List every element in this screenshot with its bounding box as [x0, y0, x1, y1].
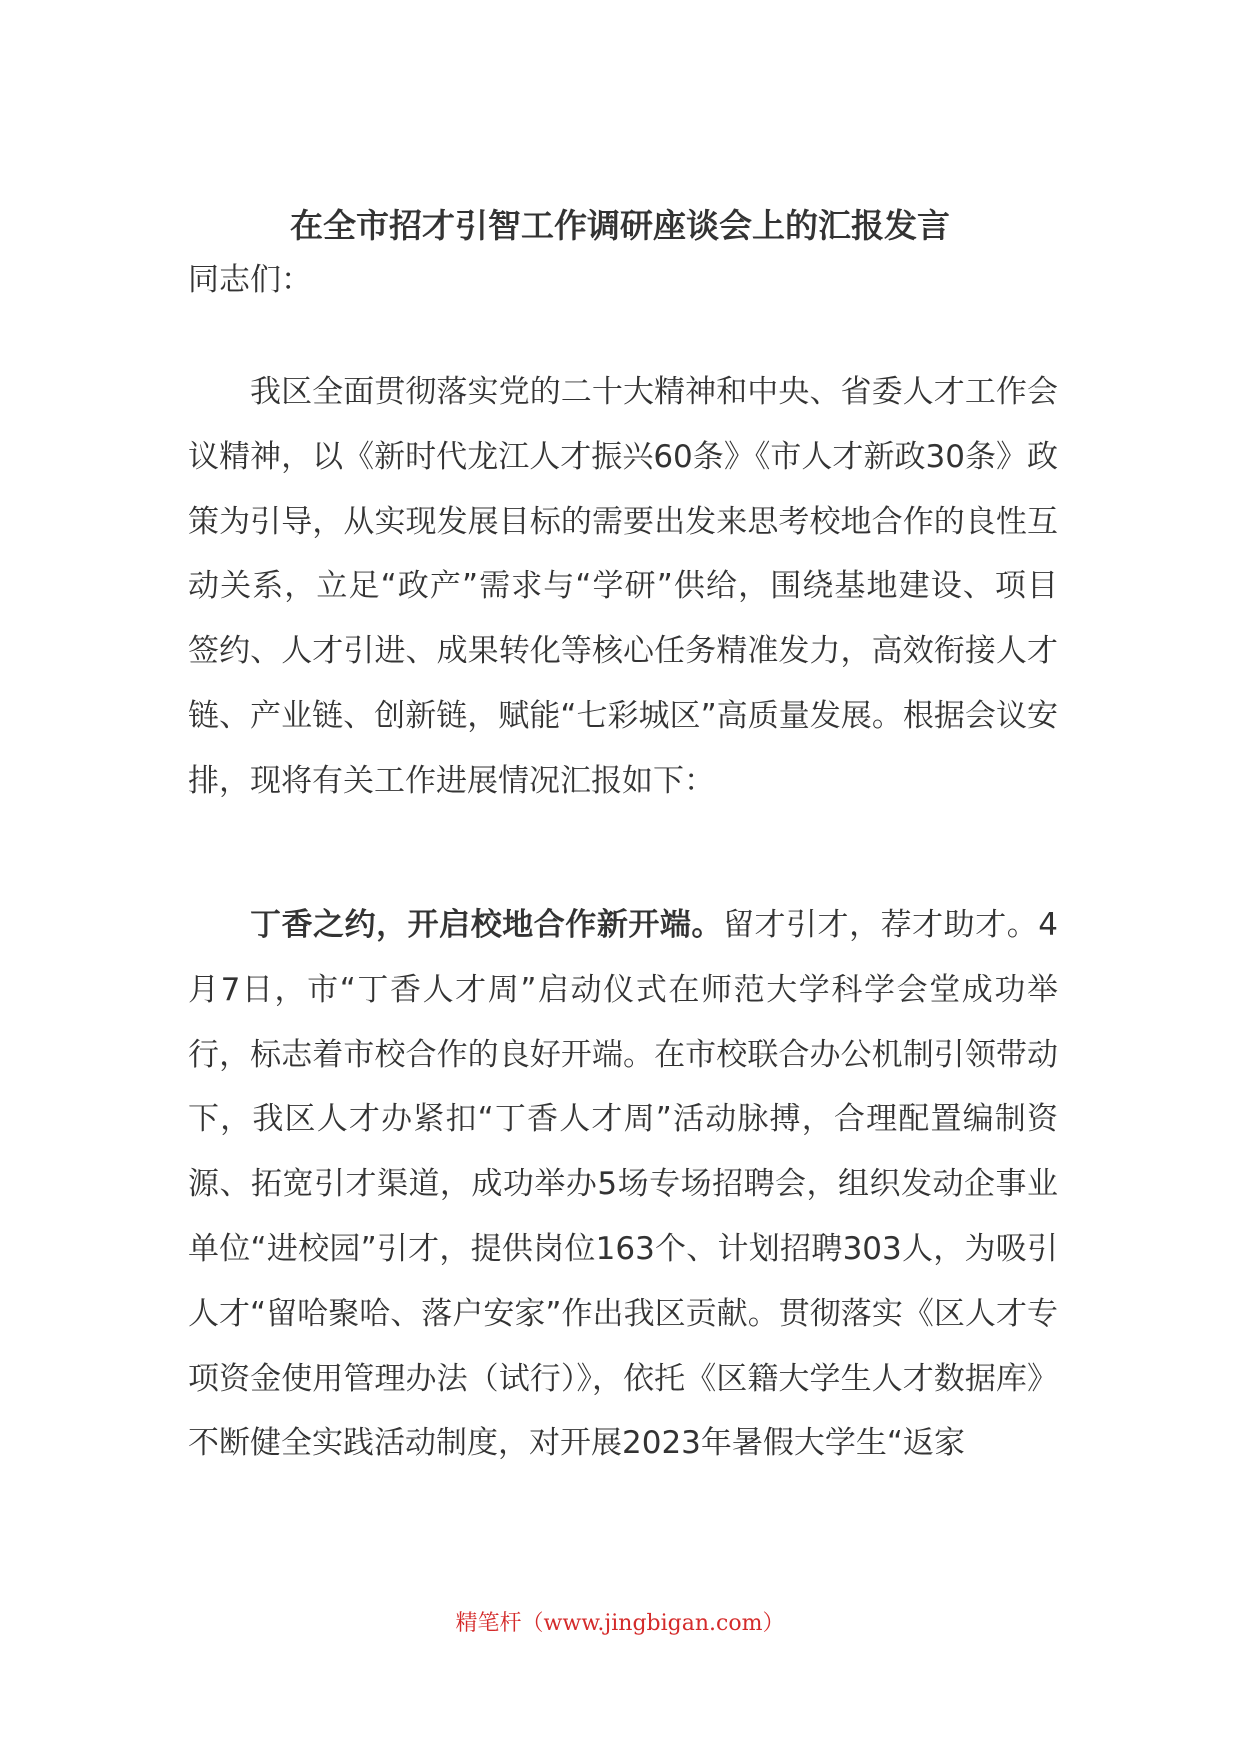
paragraph-intro — [188, 360, 1058, 814]
watermark-footer: 精笔杆（www.jingbigan.com） — [455, 1611, 785, 1636]
document-title: 在全市招才引智工作调研座谈会上的汇报发言 — [290, 206, 950, 245]
paragraph-section-1 — [188, 893, 1058, 1476]
salutation: 同志们： — [188, 262, 312, 298]
paragraph-section-1-text: 留才引才，荐才助才。4月7日，市“丁香人才周”启动仪式在师范大学科学会堂成功举行，标志着市校合作的良好开端。在市校联合办公机制引领带动下，我区人才办紧扣“丁香人才周”活动脉搏，合理配置编制资源、拓宽引才渠道，成功举办5场专场招聘会，组织发动企事业单位“进校园”引才，提供岗位163个、计划招聘303人，为吸引人才“留哈聚哈、落户安家”作出我区贡献。贯彻落实《区人才专项资金使用管理办法（试行）》，依托《区籍大学生人才数据库》不断健全实践活动制度，对开展2023年暑假大学生“返家 — [188, 907, 1058, 1462]
paragraph-intro-text: 我区全面贯彻落实党的二十大精神和中央、省委人才工作会议精神，以《新时代龙江人才振兴60条》《市人才新政30条》政策为引导，从实现发展目标的需要出发来思考校地合作的良性互动关系，立足“政产”需求与“学研”供给，围绕基地建设、项目签约、人才引进、成果转化等核心任务精准发力，高效衔接人才链、产业链、创新链，赋能“七彩城区”高质量发展。根据会议安排，现将有关工作进展情况汇报如下： — [188, 374, 1058, 799]
paragraph-section-1-heading: 丁香之约，开启校地合作新开端。 — [250, 907, 723, 943]
